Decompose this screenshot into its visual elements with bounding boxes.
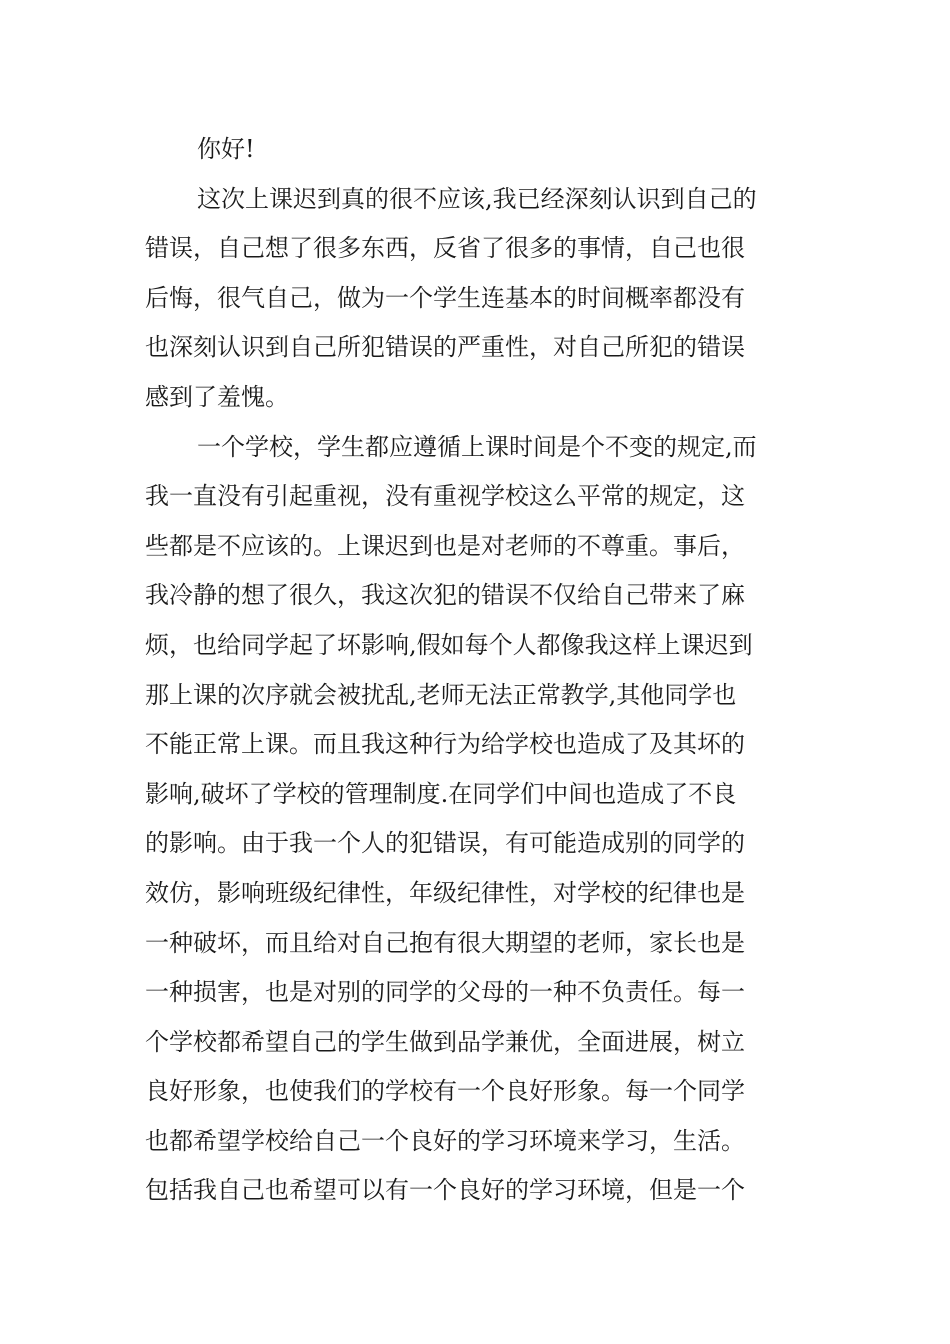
paragraph-line: 的影响。由于我一个人的犯错误，有可能造成别的同学的: [145, 829, 745, 858]
paragraph-line: 烦，也给同学起了坏影响,假如每个人都像我这样上课迟到: [145, 630, 753, 659]
paragraph-line: 也都希望学校给自己一个良好的学习环境来学习，生活。: [145, 1126, 745, 1155]
paragraph-line: 个学校都希望自己的学生做到品学兼优，全面进展，树立: [145, 1027, 745, 1056]
paragraph-line: 错误，自己想了很多东西，反省了很多的事情，自己也很: [145, 234, 745, 263]
paragraph-line: 一个学校，学生都应遵循上课时间是个不变的规定,而: [197, 432, 757, 461]
paragraph-line: 一种破坏，而且给对自己抱有很大期望的老师，家长也是: [145, 928, 745, 957]
letter-body: [145, 125, 810, 1216]
paragraph-line: 效仿，影响班级纪律性，年级纪律性，对学校的纪律也是: [145, 878, 745, 907]
paragraph-line: 那上课的次序就会被扰乱,老师无法正常教学,其他同学也: [145, 680, 737, 709]
paragraph-line: 后悔，很气自己，做为一个学生连基本的时间概率都没有: [145, 283, 745, 312]
paragraph-line: 这次上课迟到真的很不应该,我已经深刻认识到自己的: [197, 184, 757, 213]
paragraph-line: 感到了羞愧。: [145, 382, 289, 411]
paragraph-line: 影响,破坏了学校的管理制度.在同学们中间也造成了不良: [145, 779, 737, 808]
paragraph-line: 我冷静的想了很久，我这次犯的错误不仅给自己带来了麻: [145, 581, 745, 610]
greeting-line: 你好!: [197, 135, 255, 163]
paragraph-line: 也深刻认识到自己所犯错误的严重性，对自己所犯的错误: [145, 333, 745, 362]
paragraph-line: 不能正常上课。而且我这种行为给学校也造成了及其坏的: [145, 730, 745, 759]
paragraph-line: 我一直没有引起重视，没有重视学校这么平常的规定，这: [145, 482, 745, 511]
paragraph-line: 些都是不应该的。上课迟到也是对老师的不尊重。事后，: [145, 531, 745, 560]
paragraph-line: 良好形象，也使我们的学校有一个良好形象。每一个同学: [145, 1077, 745, 1106]
paragraph-line: 包括我自己也希望可以有一个良好的学习环境，但是一个: [145, 1176, 745, 1205]
paragraph-line: 一种损害，也是对别的同学的父母的一种不负责任。每一: [145, 978, 745, 1007]
